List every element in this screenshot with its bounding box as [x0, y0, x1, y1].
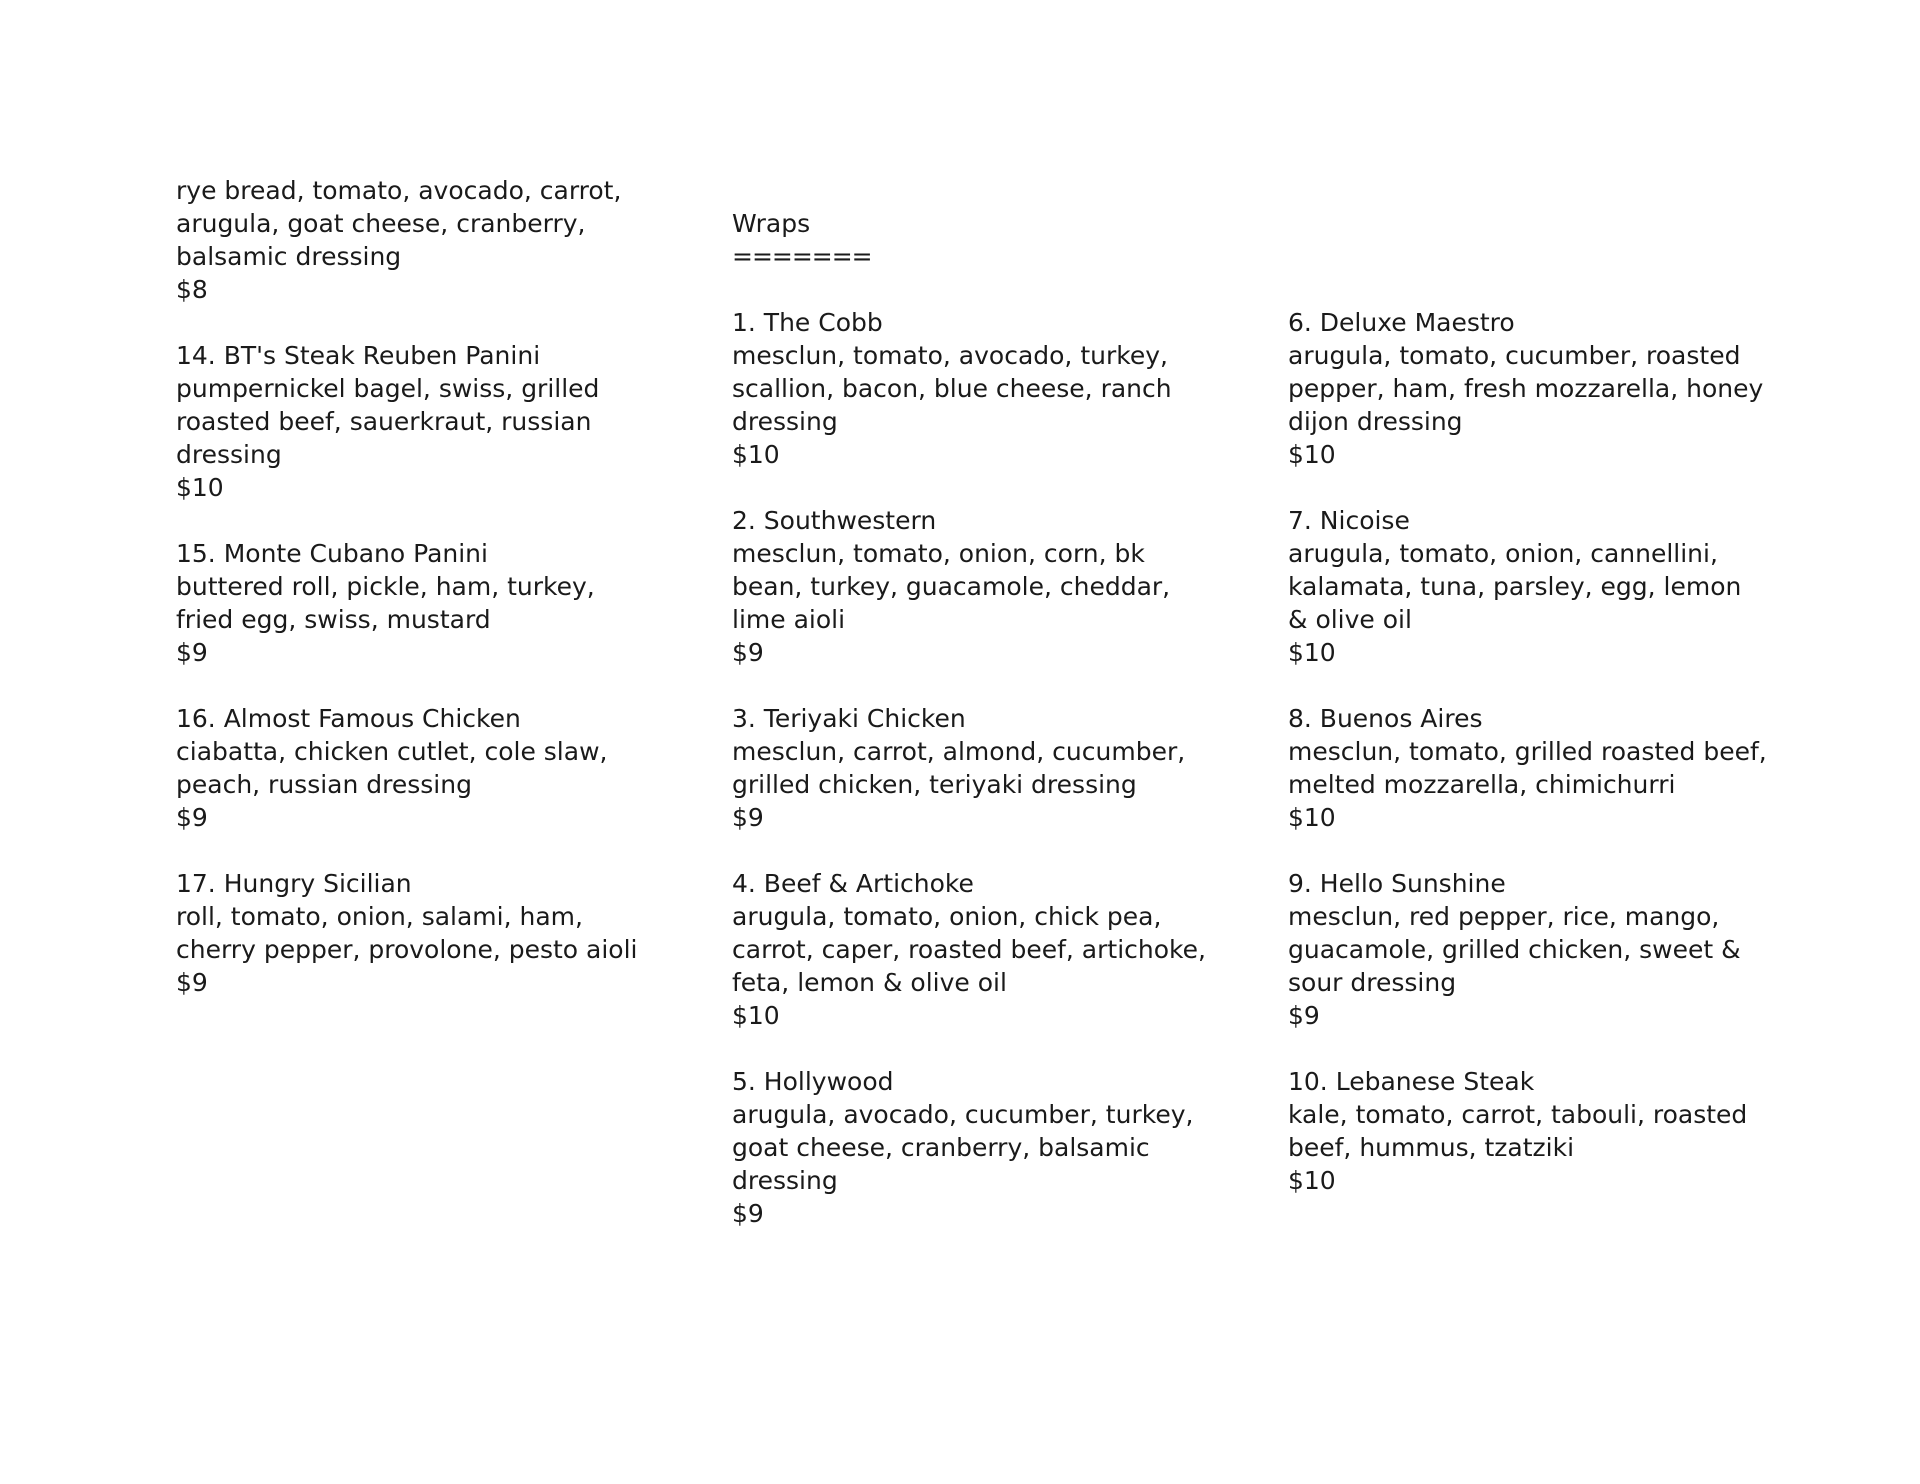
item-name: 15. Monte Cubano Panini [176, 539, 488, 568]
menu-item [176, 867, 646, 999]
item-name: 6. Deluxe Maestro [1288, 308, 1515, 337]
item-name: 3. Teriyaki Chicken [732, 704, 966, 733]
menu-item [176, 537, 646, 669]
item-name: 1. The Cobb [732, 308, 883, 337]
menu-item [732, 504, 1212, 669]
item-name: 17. Hungry Sicilian [176, 869, 412, 898]
item-description: arugula, tomato, cucumber, roasted pepper, ham, fresh mozzarella, honey dijon dressing [1288, 341, 1764, 436]
item-name: 5. Hollywood [732, 1067, 894, 1096]
item-name: 14. BT's Steak Reuben Panini [176, 341, 541, 370]
menu-column-wraps [732, 207, 1212, 1263]
item-price: $10 [732, 440, 780, 469]
section-underline: ======= [732, 242, 872, 271]
item-description: ciabatta, chicken cutlet, cole slaw, peach, russian dressing [176, 737, 608, 799]
menu-item [732, 1065, 1212, 1230]
menu-column-left [176, 174, 646, 1032]
item-name: 16. Almost Famous Chicken [176, 704, 521, 733]
item-description: mesclun, tomato, onion, corn, bk bean, turkey, guacamole, cheddar, lime aioli [732, 539, 1171, 634]
item-price: $9 [732, 638, 764, 667]
item-name: 10. Lebanese Steak [1288, 1067, 1535, 1096]
menu-item [732, 867, 1212, 1032]
item-name: 2. Southwestern [732, 506, 937, 535]
item-name: 8. Buenos Aires [1288, 704, 1483, 733]
item-price: $10 [732, 1001, 780, 1030]
item-description: mesclun, tomato, grilled roasted beef, melted mozzarella, chimichurri [1288, 737, 1767, 799]
item-price: $10 [1288, 638, 1336, 667]
section-title: Wraps [732, 209, 811, 238]
item-description: mesclun, carrot, almond, cucumber, grilled chicken, teriyaki dressing [732, 737, 1186, 799]
item-price: $9 [732, 803, 764, 832]
item-price: $10 [1288, 440, 1336, 469]
item-description: rye bread, tomato, avocado, carrot, arugula, goat cheese, cranberry, balsamic dressing [176, 176, 622, 271]
item-description: buttered roll, pickle, ham, turkey, fried egg, swiss, mustard [176, 572, 595, 634]
menu-item [732, 306, 1212, 471]
item-price: $10 [1288, 803, 1336, 832]
menu-item [1288, 504, 1768, 669]
item-price: $8 [176, 275, 208, 304]
menu-item [176, 702, 646, 834]
item-description: kale, tomato, carrot, tabouli, roasted beef, hummus, tzatziki [1288, 1100, 1748, 1162]
menu-item-continued [176, 174, 646, 306]
item-name: 4. Beef & Artichoke [732, 869, 974, 898]
menu-column-right [1288, 306, 1768, 1230]
item-price: $9 [176, 968, 208, 997]
item-description: mesclun, red pepper, rice, mango, guacamole, grilled chicken, sweet & sour dressing [1288, 902, 1741, 997]
menu-item [1288, 306, 1768, 471]
menu-item [1288, 1065, 1768, 1197]
menu-item [1288, 702, 1768, 834]
item-description: arugula, avocado, cucumber, turkey, goat cheese, cranberry, balsamic dressing [732, 1100, 1194, 1195]
item-description: pumpernickel bagel, swiss, grilled roasted beef, sauerkraut, russian dressing [176, 374, 600, 469]
item-description: arugula, tomato, onion, chick pea, carrot, caper, roasted beef, artichoke, feta, lemon & olive oil [732, 902, 1206, 997]
menu-item [1288, 867, 1768, 1032]
item-price: $9 [732, 1199, 764, 1228]
menu-item [176, 339, 646, 504]
item-description: roll, tomato, onion, salami, ham, cherry pepper, provolone, pesto aioli [176, 902, 638, 964]
item-name: 9. Hello Sunshine [1288, 869, 1506, 898]
item-price: $9 [1288, 1001, 1320, 1030]
item-price: $10 [176, 473, 224, 502]
item-price: $9 [176, 803, 208, 832]
item-name: 7. Nicoise [1288, 506, 1410, 535]
item-description: mesclun, tomato, avocado, turkey, scallion, bacon, blue cheese, ranch dressing [732, 341, 1172, 436]
menu-item [732, 702, 1212, 834]
item-price: $9 [176, 638, 208, 667]
item-description: arugula, tomato, onion, cannellini, kalamata, tuna, parsley, egg, lemon & olive oil [1288, 539, 1742, 634]
item-price: $10 [1288, 1166, 1336, 1195]
